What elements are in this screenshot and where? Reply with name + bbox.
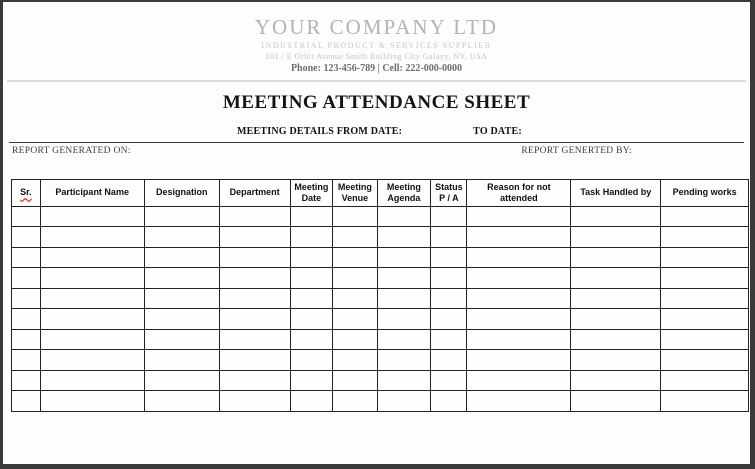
empty-cell-meeting-venue — [333, 288, 377, 309]
empty-cell-designation — [144, 309, 219, 330]
table-row — [12, 288, 749, 309]
empty-cell-meeting-agenda — [377, 268, 431, 289]
empty-cell-designation — [144, 247, 219, 268]
empty-cell-meeting-date — [290, 268, 333, 289]
empty-cell-meeting-agenda — [377, 288, 431, 309]
empty-cell-designation — [144, 206, 219, 227]
empty-cell-reason-not-attended — [467, 206, 571, 227]
empty-cell-reason-not-attended — [467, 391, 571, 412]
column-header-meeting-venue: Meeting Venue — [333, 179, 377, 206]
empty-cell-designation — [144, 370, 219, 391]
to-date-label: TO DATE: — [473, 126, 522, 138]
empty-cell-pending-works — [661, 206, 749, 227]
empty-cell-task-handled-by — [571, 309, 661, 330]
empty-cell-sr — [12, 329, 41, 350]
empty-cell-task-handled-by — [571, 391, 661, 412]
table-row — [12, 268, 749, 289]
empty-cell-department — [219, 206, 290, 227]
empty-cell-meeting-agenda — [377, 350, 431, 371]
empty-cell-pending-works — [661, 370, 749, 391]
section-divider — [9, 142, 744, 143]
meeting-details-from-label: MEETING DETAILS FROM DATE: — [237, 126, 403, 138]
meeting-details-row — [237, 127, 750, 137]
company-tagline: INDUSTRIAL PRODUCT & SERVICES SUPPLIER — [261, 41, 492, 51]
empty-cell-sr — [12, 206, 41, 227]
empty-cell-participant-name — [40, 370, 144, 391]
empty-cell-status-pa — [431, 329, 467, 350]
empty-cell-meeting-venue — [333, 227, 377, 248]
empty-cell-sr — [12, 227, 41, 248]
letterhead-divider — [7, 80, 746, 82]
empty-cell-participant-name — [40, 329, 144, 350]
empty-cell-meeting-venue — [333, 391, 377, 412]
empty-cell-task-handled-by — [571, 288, 661, 309]
column-header-meeting-date: Meeting Date — [290, 179, 333, 206]
empty-cell-meeting-agenda — [377, 206, 431, 227]
empty-cell-meeting-venue — [333, 268, 377, 289]
empty-cell-department — [219, 370, 290, 391]
empty-cell-task-handled-by — [571, 227, 661, 248]
empty-cell-meeting-date — [290, 391, 333, 412]
empty-cell-status-pa — [431, 350, 467, 371]
empty-cell-status-pa — [431, 206, 467, 227]
empty-cell-meeting-date — [290, 329, 333, 350]
empty-cell-participant-name — [40, 206, 144, 227]
empty-cell-meeting-venue — [333, 350, 377, 371]
table-row — [12, 206, 749, 227]
empty-cell-pending-works — [661, 268, 749, 289]
table-row — [12, 247, 749, 268]
empty-cell-department — [219, 350, 290, 371]
empty-cell-meeting-agenda — [377, 227, 431, 248]
column-header-status-pa: Status P / A — [431, 179, 467, 206]
column-header-designation: Designation — [144, 179, 219, 206]
empty-cell-task-handled-by — [571, 206, 661, 227]
report-generated-on-label: REPORT GENERATED ON: — [12, 146, 131, 157]
page-title: MEETING ATTENDANCE SHEET — [222, 92, 531, 114]
table-body — [12, 206, 749, 411]
empty-cell-designation — [144, 227, 219, 248]
empty-cell-participant-name — [40, 391, 144, 412]
table-row — [12, 309, 749, 330]
empty-cell-designation — [144, 391, 219, 412]
table-row — [12, 227, 749, 248]
empty-cell-meeting-date — [290, 350, 333, 371]
empty-cell-meeting-date — [290, 370, 333, 391]
company-name: YOUR COMPANY LTD — [254, 15, 499, 39]
empty-cell-pending-works — [661, 227, 749, 248]
empty-cell-meeting-date — [290, 247, 333, 268]
empty-cell-status-pa — [431, 391, 467, 412]
column-header-participant-name: Participant Name — [40, 179, 144, 206]
empty-cell-pending-works — [661, 309, 749, 330]
column-header-sr: Sr. — [12, 179, 41, 206]
empty-cell-meeting-date — [290, 206, 333, 227]
table-row — [12, 370, 749, 391]
table-row — [12, 350, 749, 371]
empty-cell-meeting-venue — [333, 329, 377, 350]
empty-cell-status-pa — [431, 370, 467, 391]
empty-cell-reason-not-attended — [467, 329, 571, 350]
empty-cell-designation — [144, 350, 219, 371]
empty-cell-reason-not-attended — [467, 288, 571, 309]
empty-cell-meeting-date — [290, 288, 333, 309]
empty-cell-designation — [144, 329, 219, 350]
empty-cell-task-handled-by — [571, 350, 661, 371]
empty-cell-participant-name — [40, 309, 144, 330]
empty-cell-sr — [12, 268, 41, 289]
empty-cell-pending-works — [661, 329, 749, 350]
empty-cell-designation — [144, 268, 219, 289]
empty-cell-meeting-agenda — [377, 370, 431, 391]
empty-cell-status-pa — [431, 247, 467, 268]
report-row — [3, 146, 750, 157]
empty-cell-meeting-date — [290, 309, 333, 330]
empty-cell-department — [219, 329, 290, 350]
empty-cell-participant-name — [40, 247, 144, 268]
empty-cell-reason-not-attended — [467, 247, 571, 268]
empty-cell-reason-not-attended — [467, 268, 571, 289]
empty-cell-meeting-agenda — [377, 391, 431, 412]
column-header-reason-not-attended: Reason for not attended — [467, 179, 571, 206]
table-row — [12, 391, 749, 412]
empty-cell-department — [219, 309, 290, 330]
table-header-row — [12, 179, 749, 206]
column-header-meeting-agenda: Meeting Agenda — [377, 179, 431, 206]
empty-cell-department — [219, 247, 290, 268]
empty-cell-task-handled-by — [571, 247, 661, 268]
empty-cell-status-pa — [431, 227, 467, 248]
empty-cell-meeting-venue — [333, 206, 377, 227]
empty-cell-task-handled-by — [571, 370, 661, 391]
empty-cell-department — [219, 227, 290, 248]
empty-cell-department — [219, 391, 290, 412]
empty-cell-reason-not-attended — [467, 350, 571, 371]
empty-cell-meeting-agenda — [377, 309, 431, 330]
empty-cell-department — [219, 268, 290, 289]
empty-cell-participant-name — [40, 268, 144, 289]
empty-cell-status-pa — [431, 309, 467, 330]
empty-cell-participant-name — [40, 227, 144, 248]
empty-cell-sr — [12, 247, 41, 268]
empty-cell-participant-name — [40, 288, 144, 309]
company-address: 101 / E Orbit Avenue Smith Building City Galaxy, NY, USA — [265, 51, 488, 61]
company-phone: Phone: 123-456-789 | Cell: 222-000-0000 — [290, 63, 463, 75]
empty-cell-participant-name — [40, 350, 144, 371]
empty-cell-meeting-venue — [333, 370, 377, 391]
table-row — [12, 329, 749, 350]
column-header-department: Department — [219, 179, 290, 206]
empty-cell-task-handled-by — [571, 329, 661, 350]
empty-cell-task-handled-by — [571, 268, 661, 289]
empty-cell-department — [219, 288, 290, 309]
column-header-task-handled-by: Task Handled by — [571, 179, 661, 206]
empty-cell-sr — [12, 370, 41, 391]
empty-cell-reason-not-attended — [467, 370, 571, 391]
empty-cell-sr — [12, 309, 41, 330]
empty-cell-status-pa — [431, 268, 467, 289]
empty-cell-pending-works — [661, 391, 749, 412]
empty-cell-meeting-date — [290, 227, 333, 248]
empty-cell-sr — [12, 391, 41, 412]
attendance-table — [11, 179, 749, 412]
empty-cell-status-pa — [431, 288, 467, 309]
empty-cell-designation — [144, 288, 219, 309]
empty-cell-meeting-agenda — [377, 247, 431, 268]
empty-cell-reason-not-attended — [467, 309, 571, 330]
empty-cell-pending-works — [661, 288, 749, 309]
empty-cell-pending-works — [661, 247, 749, 268]
empty-cell-sr — [12, 350, 41, 371]
letterhead — [3, 2, 750, 75]
empty-cell-pending-works — [661, 350, 749, 371]
empty-cell-meeting-agenda — [377, 329, 431, 350]
empty-cell-meeting-venue — [333, 247, 377, 268]
empty-cell-meeting-venue — [333, 309, 377, 330]
report-generated-by-label: REPORT GENERTED BY: — [521, 146, 632, 157]
empty-cell-reason-not-attended — [467, 227, 571, 248]
empty-cell-sr — [12, 288, 41, 309]
column-header-pending-works: Pending works — [661, 179, 749, 206]
